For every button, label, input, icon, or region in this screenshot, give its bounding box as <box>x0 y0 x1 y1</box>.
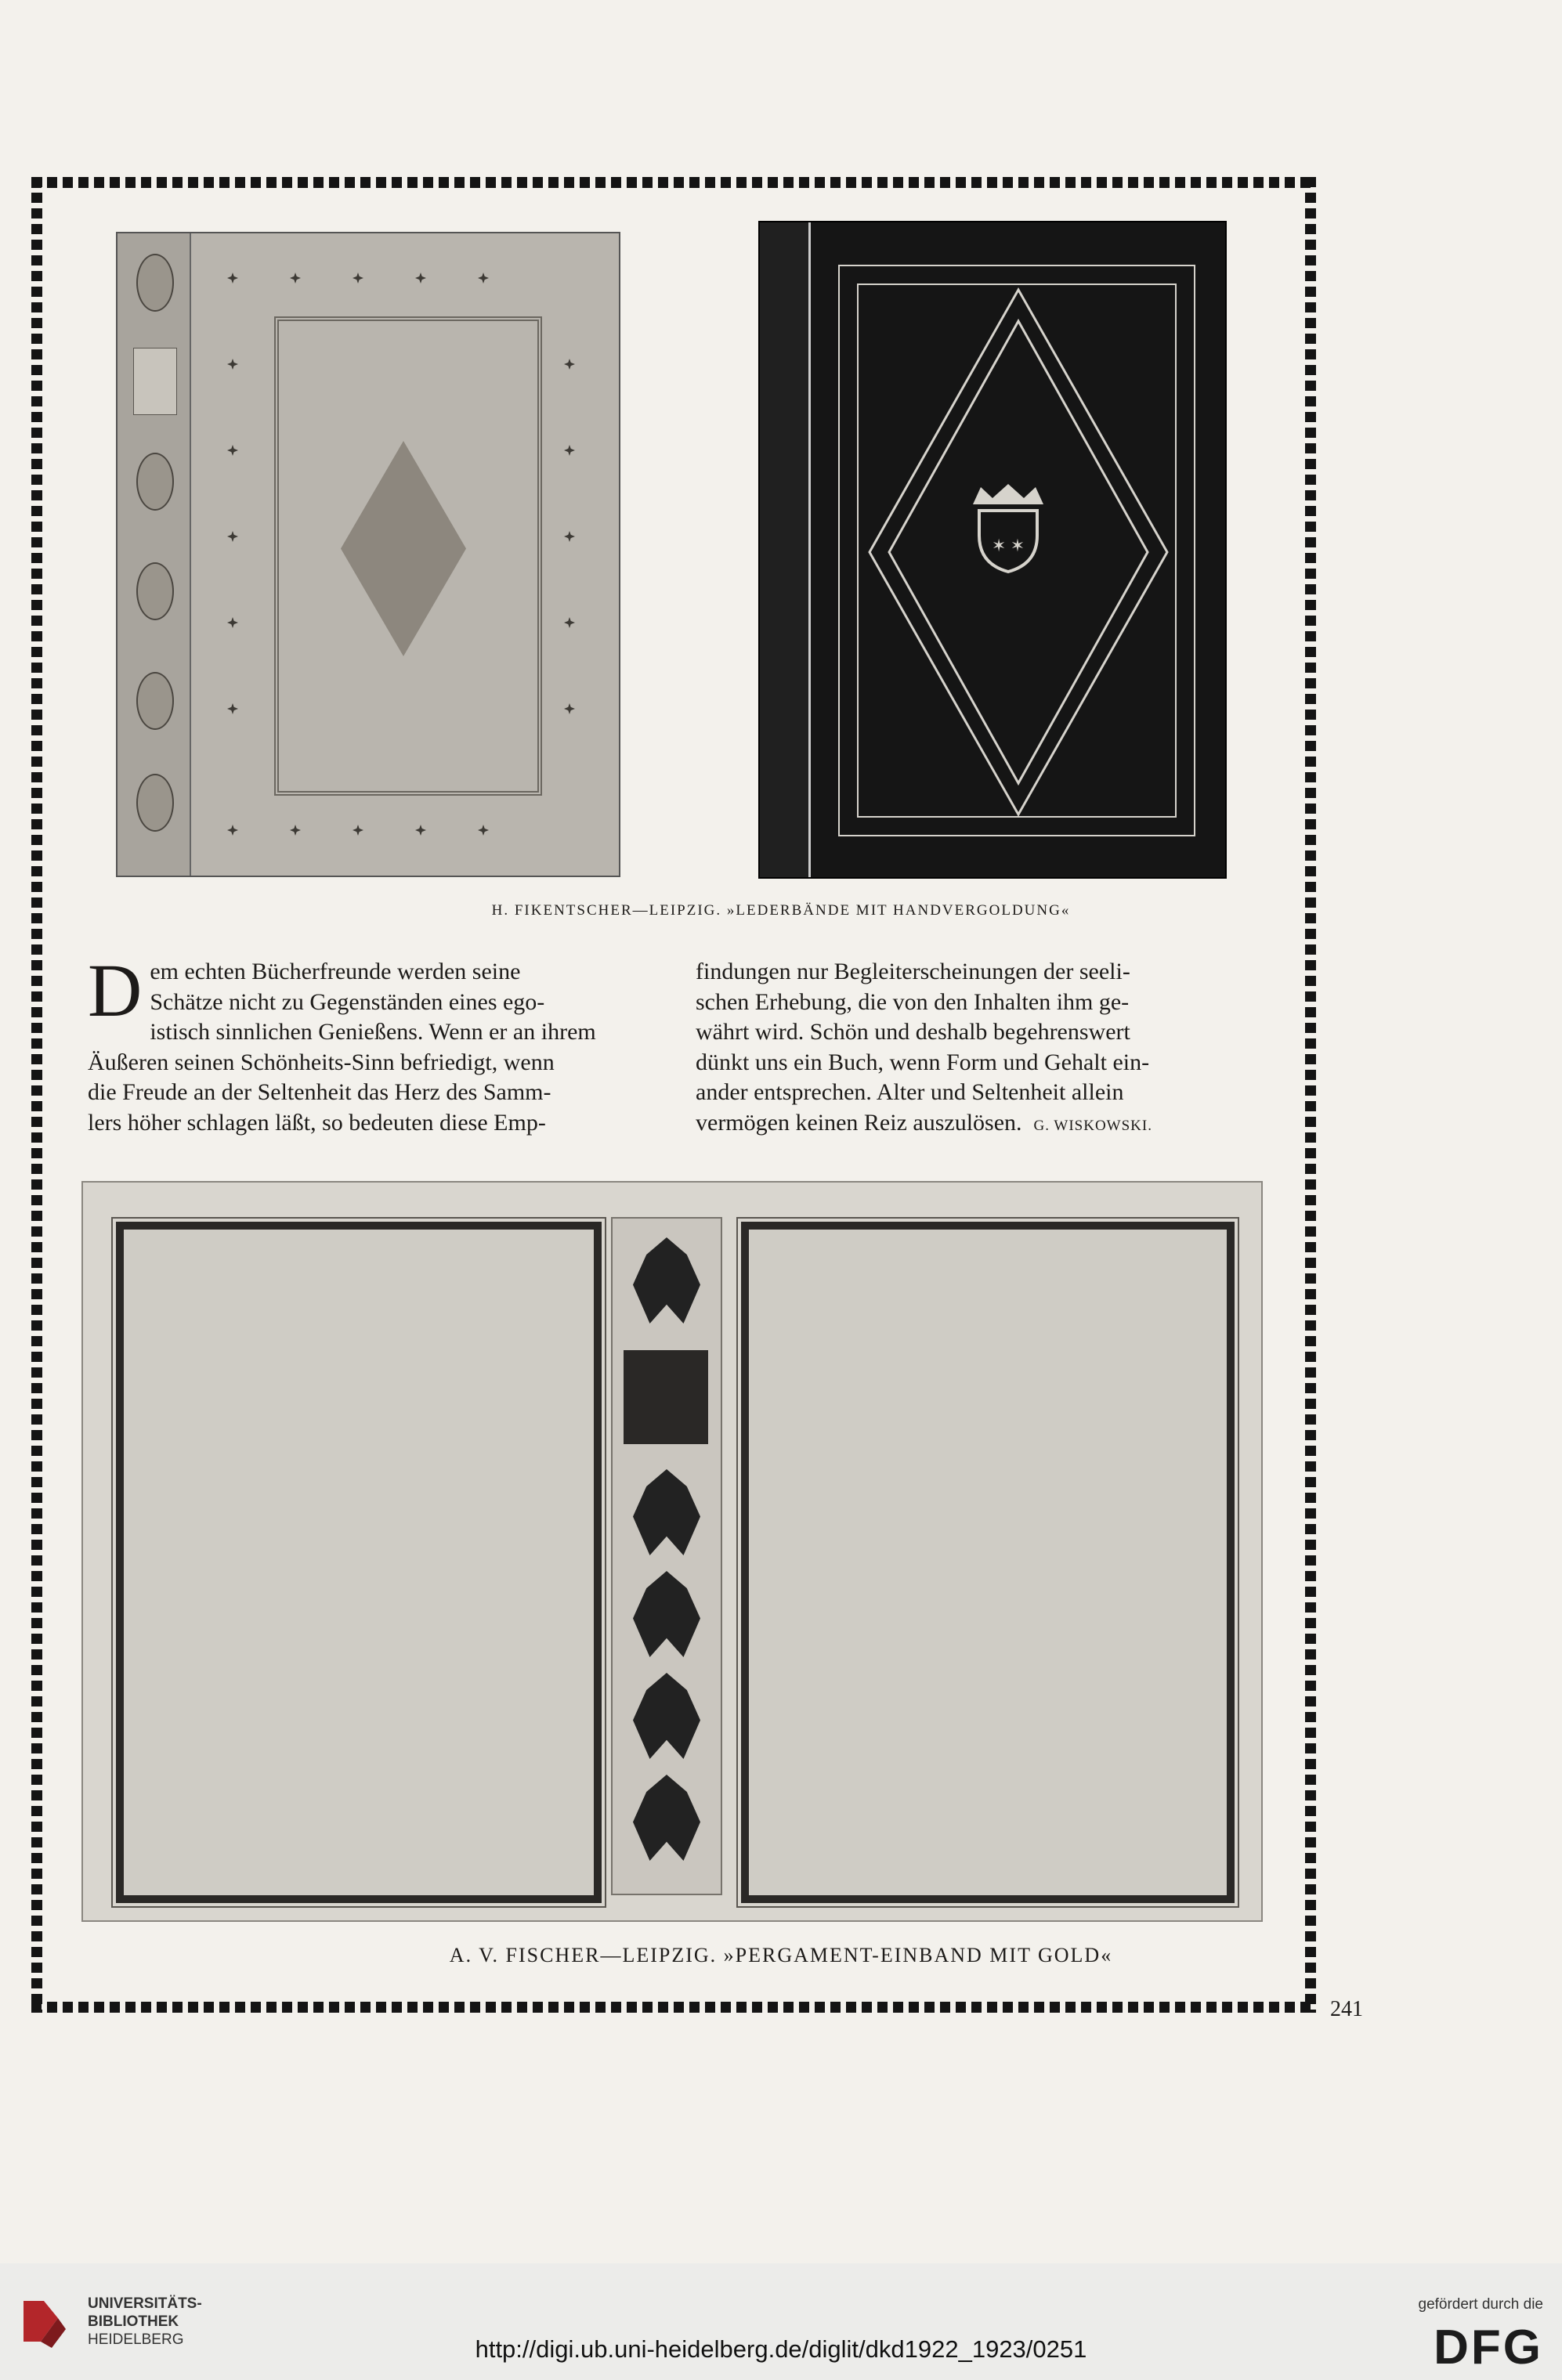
figure-caption: A. V. FISCHER—LEIPZIG. »PERGAMENT-EINBAND MIT GOLD« <box>449 1944 1113 1966</box>
text-column-left <box>88 948 652 1138</box>
permalink-url[interactable]: http://digi.ub.uni-heidelberg.de/diglit/dkd1922_1923/0251 <box>475 2335 1087 2363</box>
spine-label <box>624 1350 708 1444</box>
funding-label: gefördert durch die <box>1418 2296 1543 2313</box>
text-line: ander entsprechen. Alter und Seltenheit allein <box>696 1079 1124 1105</box>
photo-dark-leather-binding <box>758 221 1227 879</box>
author: G. WISKOWSKI. <box>1033 1117 1152 1134</box>
text-column-right <box>696 957 1260 1141</box>
dfg-logo-icon[interactable]: DFG <box>1434 2320 1543 2375</box>
svg-text:✶ ✶: ✶ ✶ <box>991 536 1025 555</box>
text-line: schen Erhebung, die von den Inhalten ihm ge- <box>696 988 1130 1015</box>
text-line: währt wird. Schön und deshalb begehrenswert <box>696 1019 1130 1045</box>
viewer-footer <box>0 2263 1562 2380</box>
frame-bottom <box>31 2002 1316 2013</box>
crest-icon <box>965 481 1051 575</box>
figure-caption: H. FIKENTSCHER—LEIPZIG. »LEDERBÄNDE MIT HANDVERGOLDUNG« <box>491 902 1071 919</box>
text-line: lers höher schlagen läßt, so bedeuten diese Emp- <box>88 1109 546 1136</box>
photo-parchment-binding <box>81 1181 1263 1922</box>
text-line: vermögen keinen Reiz auszulösen. G. WISKOWSKI. <box>696 1109 1152 1136</box>
frame-left <box>31 177 42 2013</box>
library-name: UNIVERSITÄTS- BIBLIOTHEK HEIDELBERG <box>88 2295 202 2348</box>
frame-top <box>31 177 1316 188</box>
frame-right <box>1305 177 1316 2013</box>
drop-cap: D <box>88 948 143 1032</box>
text-line: Schätze nicht zu Gegenständen eines ego- <box>150 988 545 1015</box>
text-line: dünkt uns ein Buch, wenn Form und Gehalt ein- <box>696 1049 1150 1075</box>
photo-light-leather-binding <box>116 232 620 877</box>
book-spine <box>760 222 811 877</box>
text-line: findungen nur Begleiterscheinungen der seeli- <box>696 959 1130 984</box>
book-spine <box>118 233 191 876</box>
book-spine <box>611 1217 722 1895</box>
back-board <box>741 1222 1235 1903</box>
text-line: istisch sinnlichen Genießens. Wenn er an ihrem <box>150 1019 596 1045</box>
text-line: Äußeren seinen Schönheits-Sinn befriedigt, wenn <box>88 1049 555 1075</box>
front-board <box>116 1222 602 1903</box>
page-number: 241 <box>1330 1997 1363 2021</box>
text-line: em echten Bücherfreunde werden seine <box>150 959 521 984</box>
text-line: die Freude an der Seltenheit das Herz des Samm- <box>88 1079 551 1105</box>
